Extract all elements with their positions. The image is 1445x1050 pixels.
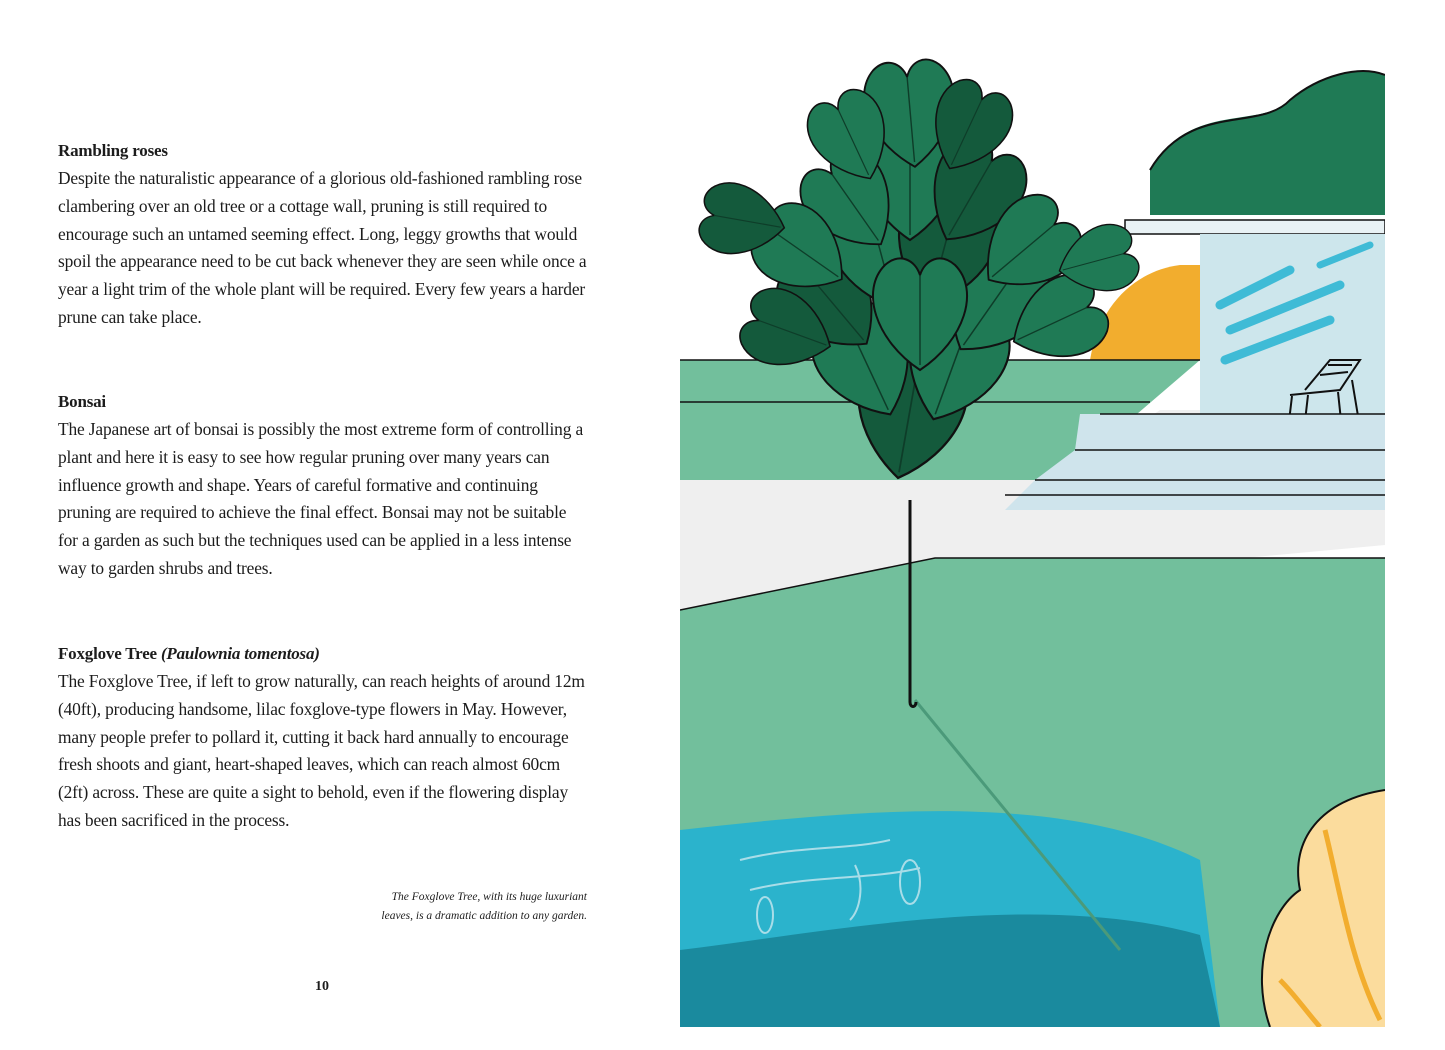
left-page xyxy=(0,0,680,1050)
house-glass-wall xyxy=(1200,234,1385,414)
page-number: 10 xyxy=(315,979,329,994)
section-body: The Foxglove Tree, if left to grow naturally, can reach heights of around 12m (40ft), producing handsome, lilac foxglove-type flowers in May. However, many people prefer to pollard it, cutting it back hard annually to encourage fresh shoots and giant, heart-shaped leaves, which can reach almost 60cm (2ft) across. These are quite a sight to behold, even if the flowering display has been sacrificed in the process. xyxy=(58,671,585,830)
section-body: Despite the naturalistic appearance of a glorious old-fashioned rambling rose clambering over an old tree or a cottage wall, pruning is still required to encourage such an untamed seeming effect. Long, leggy growths that would spoil the appearance need to be cut back whenever they are seen while once a year a light trim of the whole plant will be required. Every few years a harder prune can take place. xyxy=(58,168,587,327)
section-foxglove-tree xyxy=(58,643,588,835)
section-heading: Rambling roses xyxy=(58,141,168,160)
section-body: The Japanese art of bonsai is possibly the most extreme form of controlling a plant and here it is easy to see how regular pruning over many years can influence growth and shape. Years of careful formative and continuing pruning are required to achieve the final effect. Bonsai may not be suitable for a garden as such but the techniques used can be applied in a less intense way to garden shrubs and trees. xyxy=(58,419,584,578)
illustration-svg xyxy=(680,30,1385,1027)
section-heading xyxy=(58,643,588,665)
heading-common-name: Foxglove Tree xyxy=(58,644,157,663)
section-bonsai xyxy=(58,391,588,583)
house-roof xyxy=(1125,220,1385,234)
heading-latin-name: (Paulownia tomentosa) xyxy=(160,644,320,663)
garden-illustration xyxy=(680,30,1385,1027)
section-rambling-roses xyxy=(58,140,588,332)
illustration-caption: The Foxglove Tree, with its huge luxuriant leaves, is a dramatic addition to any garden. xyxy=(381,891,587,922)
section-heading: Bonsai xyxy=(58,392,106,411)
